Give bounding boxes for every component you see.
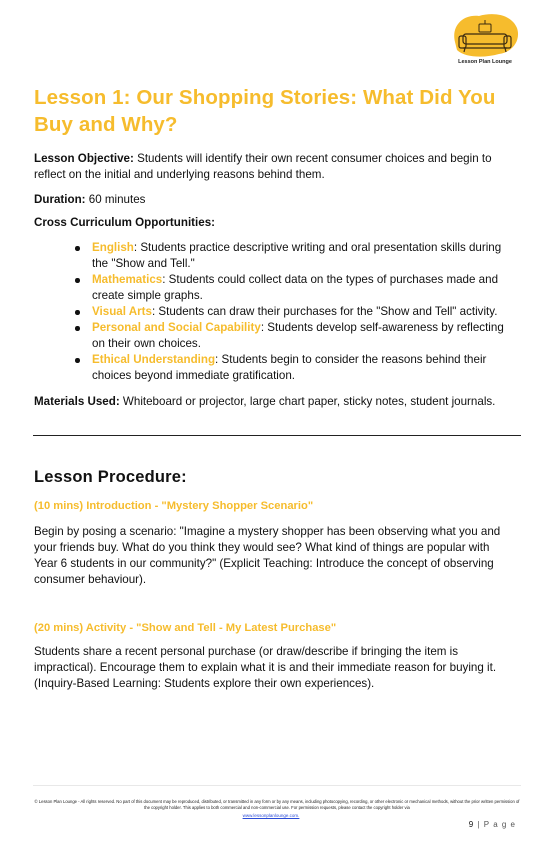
subject-mathematics: Mathematics: [92, 273, 163, 286]
page-label: | P a g e: [477, 820, 516, 829]
subject-description: : Students practice descriptive writing and oral presentation skills during the "Show and Tell.": [92, 241, 502, 270]
materials-text: Whiteboard or projector, large chart paper, sticky notes, student journals.: [119, 395, 496, 408]
list-item: [72, 304, 518, 320]
subject-ethical-understanding: Ethical Understanding: [92, 353, 216, 366]
sofa-logo-icon: [449, 12, 521, 60]
objective-label: Lesson Objective:: [34, 152, 134, 165]
lesson-duration: [34, 192, 510, 208]
subject-description: : Students can draw their purchases for the "Show and Tell" activity.: [151, 305, 498, 318]
page-number: [469, 820, 516, 829]
lesson-title: Lesson 1: Our Shopping Stories: What Did You Buy and Why?: [34, 86, 496, 136]
materials-used: [34, 394, 510, 410]
objective-text: Students will identify their own recent consumer choices and begin to reflect on the initial and underlying reasons behind them.: [34, 152, 492, 181]
page-number-value: 9: [468, 820, 475, 829]
subject-english: English: [92, 241, 134, 254]
list-item: [72, 320, 518, 352]
duration-label: Duration:: [34, 193, 86, 206]
subject-description: : Students could collect data on the types of purchases made and create simple graphs.: [92, 273, 499, 302]
procedure-heading: Lesson Procedure:: [34, 468, 187, 486]
cross-curriculum-label: Cross Curriculum Opportunities:: [34, 216, 216, 229]
footer-copyright: © Lesson Plan Lounge - All rights reserved. No part of this document may be reproduced, distributed, or transmitted in any form or by any means, including photocopying, recording, or other electronic or mechanical methods, without the prior written permission of the copyright holder. This applies to both commercial and non-commercial use. For permission requests, please contact the copyright holder via: [34, 799, 520, 810]
step-heading-activity: (20 mins) Activity - "Show and Tell - My Latest Purchase": [34, 622, 337, 634]
bullet-icon: [75, 278, 80, 283]
footer-website-link[interactable]: www.lessonplanlounge.com.: [242, 813, 300, 818]
bullet-icon: [75, 246, 80, 251]
bullet-icon: [75, 358, 80, 363]
bullet-icon: [75, 310, 80, 315]
subject-description: : Students begin to consider the reasons behind their choices beyond immediate gratification.: [92, 353, 487, 382]
cross-curriculum-list: [72, 240, 518, 384]
subject-description: : Students develop self-awareness by reflecting on their own choices.: [92, 321, 504, 350]
step-text-introduction: Begin by posing a scenario: "Imagine a mystery shopper has been observing what you and your friends buy. What do you think they would see? What kind of things are popular with Year 6 students in our community?" (Explicit Teaching: Introduce the concept of observing consumer behaviour).: [34, 525, 501, 586]
footer-divider: [33, 785, 521, 786]
subject-visual-arts: Visual Arts: [92, 305, 152, 318]
lesson-objective: [34, 151, 510, 183]
logo-text: Lesson Plan Lounge: [458, 59, 512, 65]
cross-curriculum-heading: [34, 215, 510, 231]
list-item: [72, 352, 518, 384]
subject-personal-social: Personal and Social Capability: [92, 321, 261, 334]
bullet-icon: [75, 326, 80, 331]
section-divider: [33, 435, 521, 436]
step-text-activity: Students share a recent personal purchase (or draw/describe if bringing the item is impractical). Encourage them to explain what it is and their immediate reason for buying it. (Inquiry-Based Learning: Students explore their own experiences).: [34, 645, 497, 690]
materials-label: Materials Used:: [34, 395, 120, 408]
list-item: [72, 240, 518, 272]
brand-logo: [449, 12, 521, 68]
step-heading-introduction: (10 mins) Introduction - "Mystery Shopper Scenario": [34, 500, 314, 512]
duration-text: 60 minutes: [85, 193, 146, 206]
list-item: [72, 272, 518, 304]
